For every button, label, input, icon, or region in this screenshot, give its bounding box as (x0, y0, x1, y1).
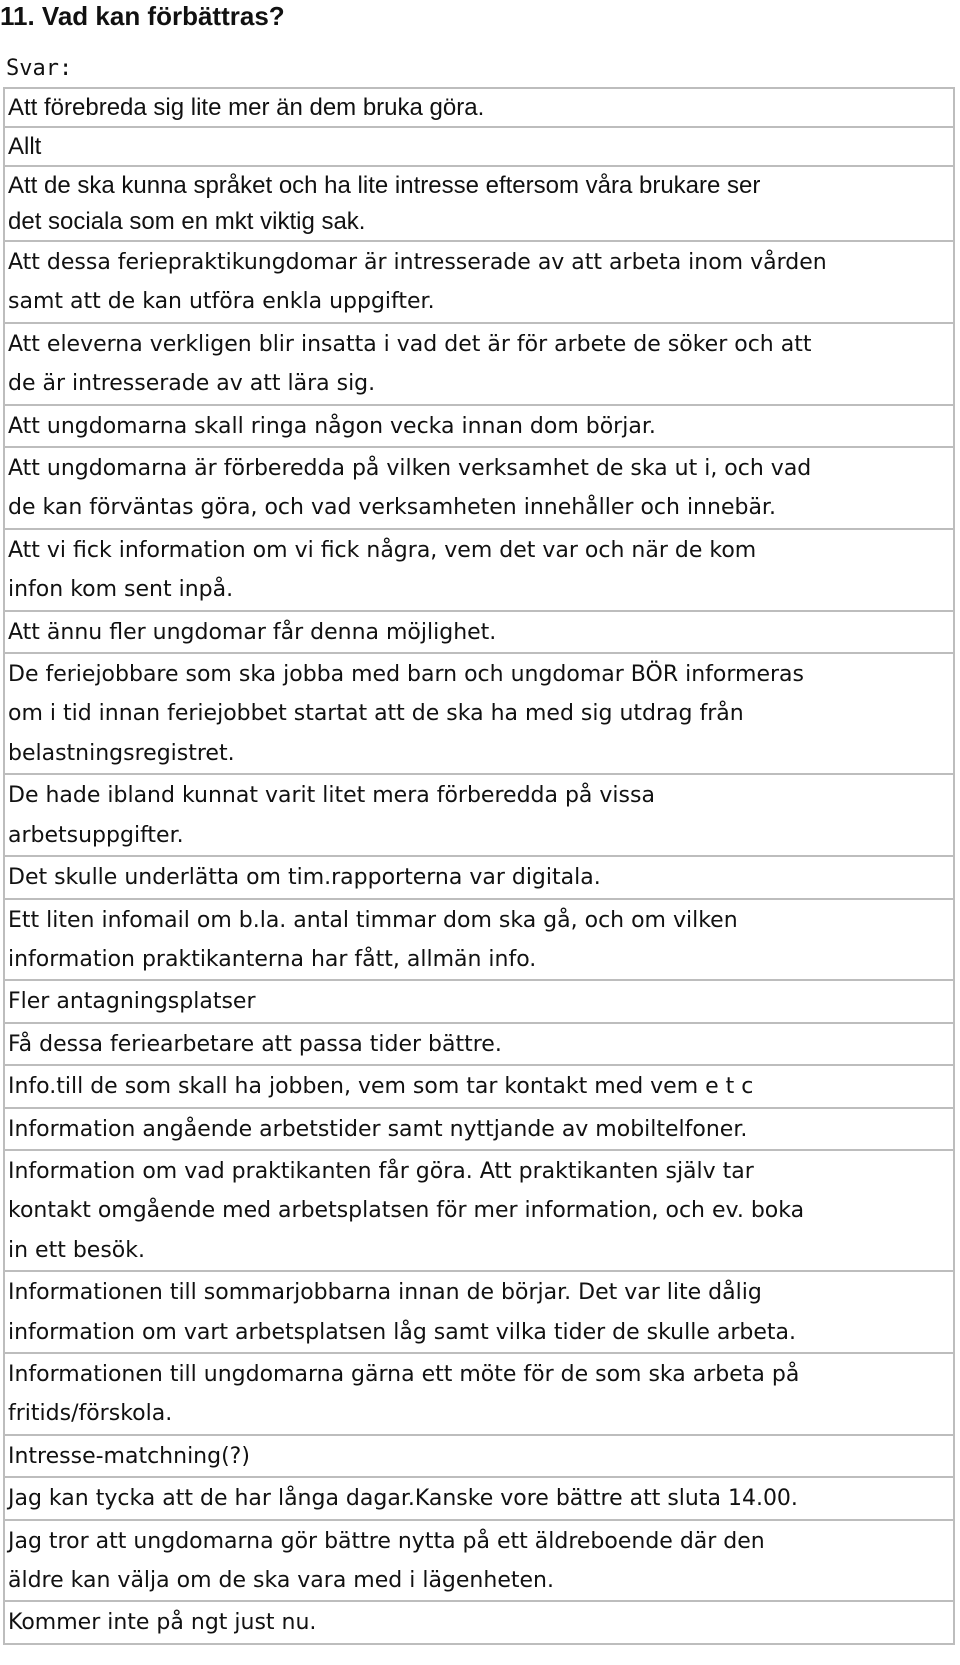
answer-text-line: information om vart arbetsplatsen låg samt vilka tider de skulle arbeta. (8, 1319, 796, 1345)
answer-row (5, 1354, 953, 1436)
answer-text-line: de kan förväntas göra, och vad verksamheten innehåller och innebär. (8, 495, 776, 521)
answer-text-line: Få dessa feriearbetare att passa tider bättre. (8, 1031, 502, 1057)
answer-text-line: Att eleverna verkligen blir insatta i vad det är för arbete de söker och att (8, 331, 812, 357)
answer-row (5, 1602, 953, 1642)
answer-row (5, 1478, 953, 1520)
answer-row (5, 654, 953, 775)
answer-row (5, 857, 953, 899)
answer-row (5, 324, 953, 406)
answer-text-line: Det skulle underlätta om tim.rapporterna var digitala. (8, 865, 601, 891)
answer-row (5, 1436, 953, 1478)
answer-row (5, 448, 953, 530)
answer-text-line: Att ännu fler ungdomar får denna möjlighet. (8, 619, 497, 645)
answer-text-line: Ett liten infomail om b.la. antal timmar dom ska gå, och om vilken (8, 907, 738, 933)
answer-text-line: Info.till de som skall ha jobben, vem som tar kontakt med vem e t c (8, 1074, 754, 1100)
answer-row (5, 775, 953, 857)
answer-text-line: infon kom sent inpå. (8, 577, 234, 603)
answer-row (5, 242, 953, 324)
answer-text-line: Fler antagningsplatser (8, 989, 256, 1015)
answer-text-line: belastningsregistret. (8, 740, 235, 766)
answer-text-line: Information angående arbetstider samt nyttjande av mobiltelfoner. (8, 1116, 748, 1142)
answer-text-line: Information om vad praktikanten får göra. Att praktikanten själv tar (8, 1158, 754, 1184)
answer-row (5, 530, 953, 612)
answer-text-line: De hade ibland kunnat varit litet mera förberedda på vissa (8, 783, 655, 809)
answer-text-line: Att dessa feriepraktikungdomar är intresserade av att arbeta inom vården (8, 250, 827, 275)
answer-text-line: Att förebreda sig lite mer än dem bruka göra. (8, 94, 485, 121)
answer-text-line: Kommer inte på ngt just nu. (8, 1610, 317, 1636)
answer-text-line: Informationen till ungdomarna gärna ett möte för de som ska arbeta på (8, 1361, 800, 1387)
answer-row (5, 128, 953, 167)
answer-text-line: De feriejobbare som ska jobba med barn och ungdomar BÖR informeras (8, 662, 804, 688)
answer-text-line: Jag kan tycka att de har långa dagar.Kanske vore bättre att sluta 14.00. (8, 1486, 798, 1512)
answer-text-line: Att ungdomarna är förberedda på vilken verksamhet de ska ut i, och vad (8, 456, 812, 482)
answer-text-line: Att vi fick information om vi fick några, vem det var och när de kom (8, 537, 757, 563)
answer-row (5, 89, 953, 128)
answer-row (5, 1521, 953, 1603)
answer-row (5, 1109, 953, 1151)
answer-text-line: Att de ska kunna språket och ha lite intresse eftersom våra brukare ser (8, 172, 761, 199)
answer-text-line: fritids/förskola. (8, 1401, 173, 1427)
answer-text-line: det sociala som en mkt viktig sak. (8, 208, 366, 235)
answer-text-line: samt att de kan utföra enkla uppgifter. (8, 289, 435, 315)
answer-list (3, 87, 955, 1645)
answer-row (5, 981, 953, 1023)
answer-row (5, 1066, 953, 1108)
answer-row (5, 1272, 953, 1354)
question-title: 11. Vad kan förbättras? (0, 1, 285, 31)
answer-text-line: arbetsuppgifter. (8, 822, 184, 848)
answer-row (5, 1024, 953, 1066)
answer-row (5, 900, 953, 982)
answer-text-line: Allt (8, 133, 42, 160)
answer-row (5, 1151, 953, 1272)
answer-text-line: de är intresserade av att lära sig. (8, 371, 376, 397)
answer-row (5, 167, 953, 242)
answer-row (5, 612, 953, 654)
answer-text-line: information praktikanterna har fått, allmän info. (8, 946, 537, 972)
answer-text-line: in ett besök. (8, 1237, 145, 1263)
answer-text-line: Att ungdomarna skall ringa någon vecka innan dom börjar. (8, 413, 656, 439)
answer-text-line: Intresse-matchning(?) (8, 1443, 250, 1469)
answer-text-line: kontakt omgående med arbetsplatsen för mer information, och ev. boka (8, 1198, 805, 1224)
answer-label: Svar: (6, 56, 73, 81)
answer-text-line: om i tid innan feriejobbet startat att de ska ha med sig utdrag från (8, 701, 744, 727)
answer-row (5, 406, 953, 448)
answer-text-line: Jag tror att ungdomarna gör bättre nytta på ett äldreboende där den (8, 1528, 765, 1554)
answer-text-line: Informationen till sommarjobbarna innan de börjar. Det var lite dålig (8, 1280, 762, 1306)
answer-text-line: äldre kan välja om de ska vara med i lägenheten. (8, 1568, 554, 1593)
